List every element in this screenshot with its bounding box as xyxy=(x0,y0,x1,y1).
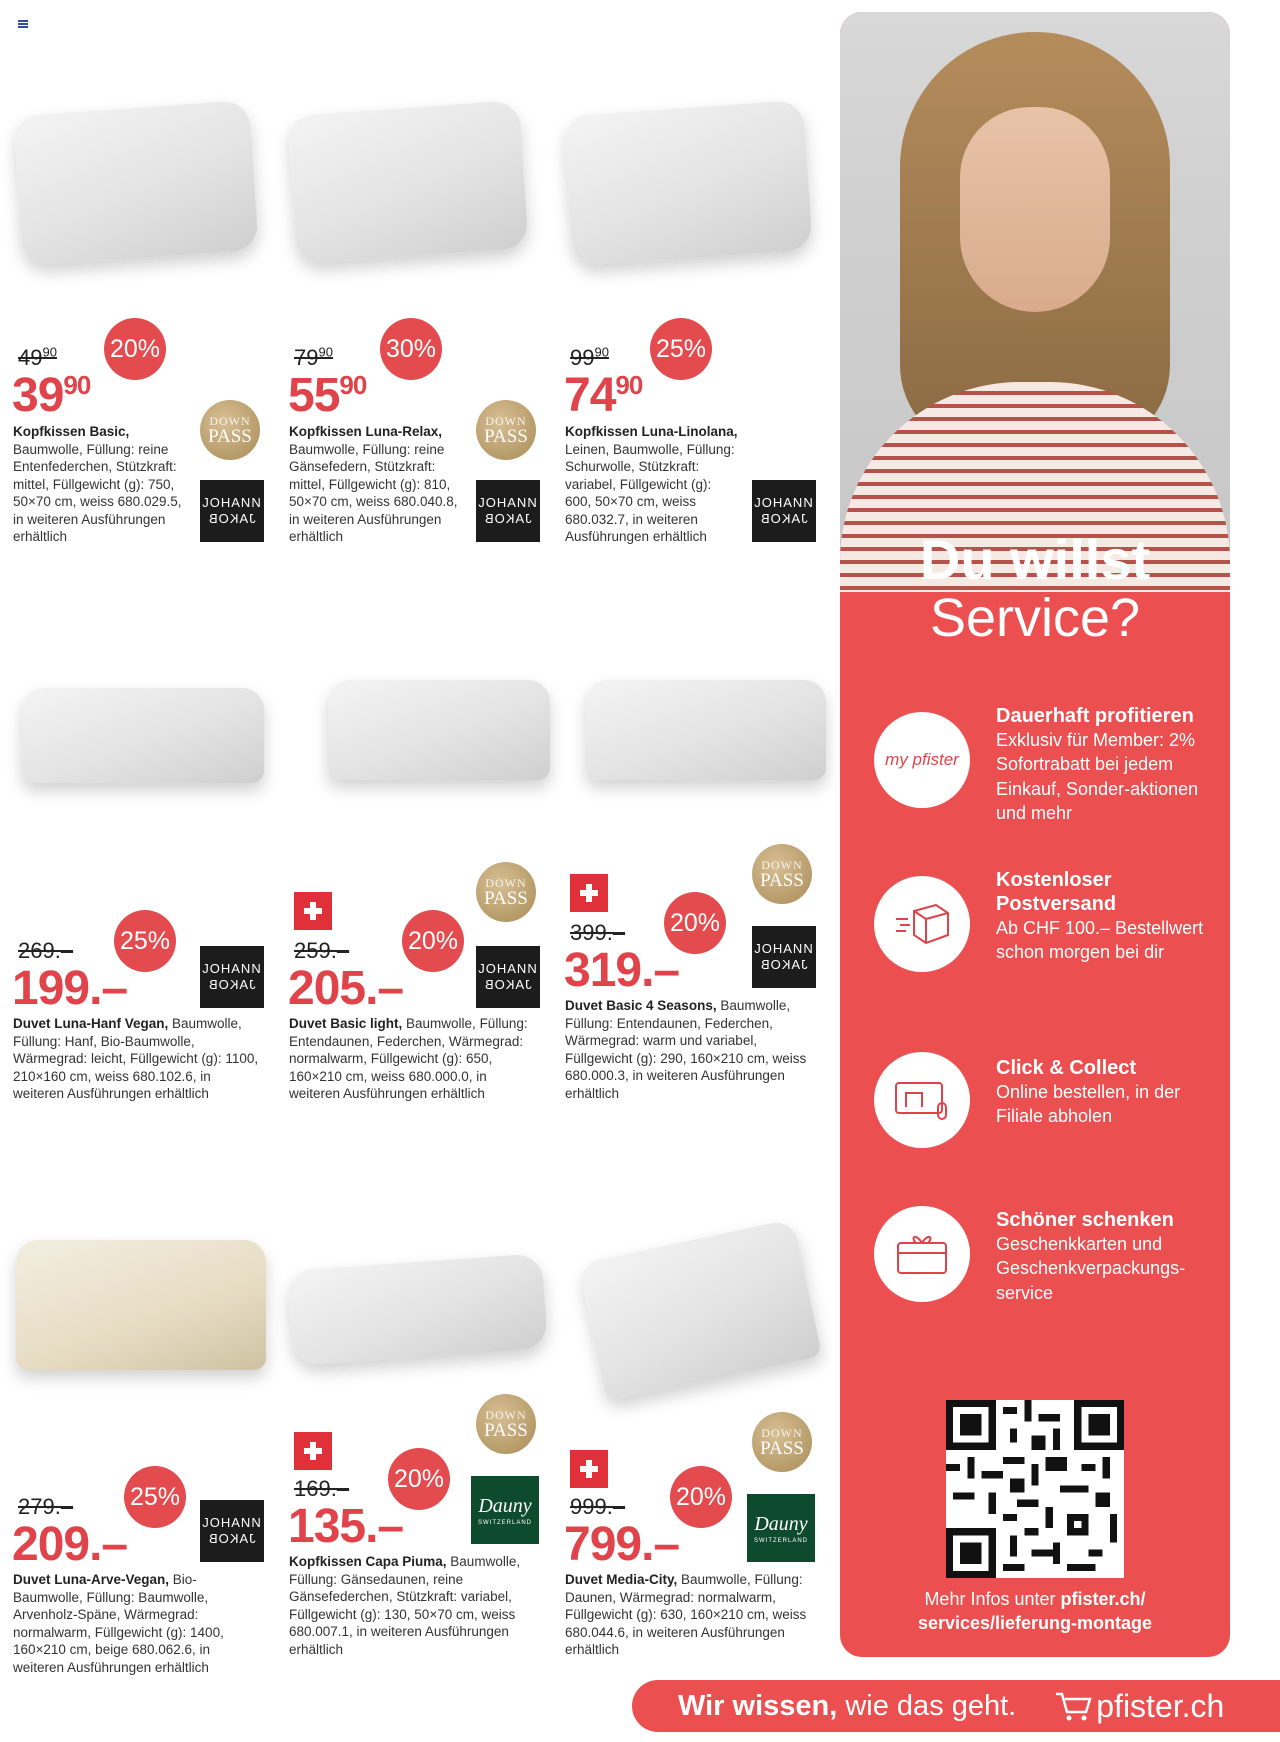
discount-badge: 25% xyxy=(114,910,176,972)
more-info-link[interactable]: services/lieferung-montage xyxy=(917,1613,1153,1634)
johann-jakob-logo: JOHANN JAKOB xyxy=(476,946,540,1008)
service-text: Geschenkkarten und Geschenkverpackungs-service xyxy=(996,1234,1186,1303)
footer-brand[interactable]: pfister.ch xyxy=(1096,1687,1225,1724)
service-title: Click & Collect xyxy=(996,1057,1137,1079)
discount-badge: 20% xyxy=(670,1466,732,1528)
product-description: Duvet Basic 4 Seasons, Baumwolle, Füllung: Entendaunen, Federchen, Wärmegrad: warm und variabel, Füllgewicht (g): 290, 160×210 cm, weiss 680.000.3, in weiteren Ausführungen erhältlich xyxy=(565,998,807,1101)
discount-badge: 20% xyxy=(664,892,726,954)
discount-badge: 20% xyxy=(104,318,166,380)
price: 799.– xyxy=(564,1518,680,1571)
more-info-link[interactable]: pfister.ch/ xyxy=(1060,1589,1146,1609)
price: $74^{90}$ xyxy=(564,369,643,422)
down-pass-badge: DOWN PASS xyxy=(476,862,536,922)
product-description: Kopfkissen Luna-Linolana, Leinen, Baumwolle, Füllung: Schurwolle, Stützkraft: variabel, Füllgewicht (g): 600, 50×70 cm, weiss 680.032.7, in weiteren Ausführungen erhältlich xyxy=(565,424,738,545)
dauny-logo: Dauny SWITZERLAND xyxy=(747,1494,815,1562)
discount-badge: 25% xyxy=(124,1466,186,1528)
old-price: $49^{90}$ xyxy=(18,345,57,371)
service-text: Exklusiv für Member: 2% Sofortrabatt bei jedem Einkauf, Sonder-aktionen und mehr xyxy=(996,730,1199,823)
service-panel xyxy=(840,12,1230,1657)
product-image-pillow[interactable] xyxy=(563,100,813,266)
old-price: 259.– xyxy=(294,938,350,963)
product-description: Kopfkissen Basic, Baumwolle, Füllung: reine Entenfederchen, Stützkraft: mittel, Füllgewicht (g): 750, 50×70 cm, weiss 680.029.5, in weiteren Ausführungen erhältlich xyxy=(13,424,182,545)
menu-icon[interactable] xyxy=(18,20,28,29)
johann-jakob-logo: JOHANN JAKOB xyxy=(752,926,816,988)
footer-slogan: Wir wissen, wie das geht. xyxy=(678,1689,1017,1722)
down-pass-badge: DOWN PASS xyxy=(200,400,260,460)
johann-jakob-logo: JOHANN JAKOB xyxy=(752,480,816,542)
price: 319.– xyxy=(564,944,680,997)
johann-jakob-logo: JOHANN JAKOB xyxy=(200,480,264,542)
service-title: Kostenloser Postversand xyxy=(996,869,1117,915)
service-item[interactable] xyxy=(996,704,1216,825)
mypfister-logo[interactable]: my pfister xyxy=(874,712,970,808)
headline-1: Du willst xyxy=(919,528,1151,591)
old-price: 279.– xyxy=(18,1494,74,1519)
old-price: 399.– xyxy=(570,920,626,945)
price: 209.– xyxy=(12,1518,128,1571)
price: 199.– xyxy=(12,962,128,1015)
dauny-logo: Dauny SWITZERLAND xyxy=(471,1476,539,1544)
down-pass-badge: DOWN PASS xyxy=(752,844,812,904)
more-info-prefix: Mehr Infos unter xyxy=(924,1589,1061,1609)
product-image-duvet[interactable] xyxy=(16,1240,266,1370)
product-description: Kopfkissen Luna-Relax, Baumwolle, Füllung: reine Gänsefedern, Stützkraft: mittel, Füllgewicht (g): 810, 50×70 cm, weiss 680.040.8, in weiteren Ausführungen erhältlich xyxy=(289,424,458,545)
gift-card-icon[interactable] xyxy=(874,1206,970,1302)
product-description: Duvet Basic light, Baumwolle, Füllung: Entendaunen, Federchen, Wärmegrad: normalwarm, Füllgewicht (g): 650, 160×210 cm, weiss 680.000.0, in weiteren Ausführungen erhältlich xyxy=(289,1016,528,1102)
product-description: Duvet Media-City, Baumwolle, Füllung: Daunen, Wärmegrad: normalwarm, Füllgewicht (g): 630, 160×210 cm, weiss 680.044.6, in weiteren Ausführungen erhältlich xyxy=(565,1572,807,1658)
swiss-flag-icon xyxy=(294,892,332,930)
price: $39^{90}$ xyxy=(12,369,91,422)
product-description: Duvet Luna-Hanf Vegan, Baumwolle, Füllung: Hanf, Bio-Baumwolle, Wärmegrad: leicht, Füllgewicht (g): 1100, 210×160 cm, weiss 680.102.6, in weiteren Ausführungen erhältlich xyxy=(13,1016,259,1102)
johann-jakob-logo: JOHANN JAKOB xyxy=(200,1500,264,1562)
old-price: 169.– xyxy=(294,1476,350,1501)
discount-badge: 20% xyxy=(388,1448,450,1510)
discount-badge: 30% xyxy=(380,318,442,380)
swiss-flag-icon xyxy=(570,874,608,912)
down-pass-badge: DOWN PASS xyxy=(476,1394,536,1454)
more-info-text xyxy=(840,1587,1230,1636)
service-item[interactable] xyxy=(996,1208,1216,1305)
qr-code[interactable] xyxy=(946,1400,1124,1578)
johann-jakob-logo: JOHANN JAKOB xyxy=(476,480,540,542)
old-price: 999.– xyxy=(570,1494,626,1519)
service-text: Ab CHF 100.– Bestellwert schon morgen bei dir xyxy=(996,918,1204,963)
price: 135.– xyxy=(288,1500,404,1553)
swiss-flag-icon xyxy=(294,1432,332,1470)
service-item[interactable] xyxy=(996,1056,1216,1129)
johann-jakob-logo: JOHANN JAKOB xyxy=(200,946,264,1008)
swiss-flag-icon xyxy=(570,1450,608,1488)
cart-icon[interactable] xyxy=(1054,1690,1092,1722)
service-title: Dauerhaft profitieren xyxy=(996,705,1194,727)
product-image-duvet[interactable] xyxy=(22,688,264,783)
product-description: Kopfkissen Capa Piuma, Baumwolle, Füllung: Gänsedaunen, reine Gänsefederchen, Stützkraft: variabel, Füllgewicht (g): 130, 50×70 cm, weiss 680.007.1, in weiteren Ausführungen erhältlich xyxy=(289,1554,521,1657)
service-text: Online bestellen, in der Filiale abholen xyxy=(996,1082,1181,1127)
price: $55^{90}$ xyxy=(288,369,367,422)
old-price: $79^{90}$ xyxy=(294,345,333,371)
photo-face xyxy=(960,107,1110,312)
discount-badge: 20% xyxy=(402,910,464,972)
service-item[interactable] xyxy=(996,868,1216,965)
headline-2: Service? xyxy=(929,588,1141,648)
old-price: 269.– xyxy=(18,938,74,963)
discount-badge: 25% xyxy=(650,318,712,380)
product-image-pillow[interactable] xyxy=(13,100,259,266)
footer-bar xyxy=(632,1680,1280,1732)
old-price: $99^{90}$ xyxy=(570,345,609,371)
down-pass-badge: DOWN PASS xyxy=(752,1412,812,1472)
product-image-duvet[interactable] xyxy=(328,680,550,780)
product-image-pillow[interactable] xyxy=(287,1253,548,1366)
product-image-pillow[interactable] xyxy=(287,100,529,264)
down-pass-badge: DOWN PASS xyxy=(476,400,536,460)
click-collect-icon[interactable] xyxy=(874,1052,970,1148)
price: 205.– xyxy=(288,962,404,1015)
model-photo xyxy=(840,12,1230,587)
package-icon[interactable] xyxy=(874,876,970,972)
service-title: Schöner schenken xyxy=(996,1209,1174,1231)
product-image-duvet[interactable] xyxy=(578,1219,822,1402)
product-description: Duvet Luna-Arve-Vegan, Bio-Baumwolle, Füllung: Baumwolle, Arvenholz-Späne, Wärmegrad: normalwarm, Füllgewicht (g): 1400, 160×210 cm, beige 680.062.6, in weiteren Ausführungen erhältlich xyxy=(13,1572,224,1675)
product-image-duvet[interactable] xyxy=(586,680,826,780)
